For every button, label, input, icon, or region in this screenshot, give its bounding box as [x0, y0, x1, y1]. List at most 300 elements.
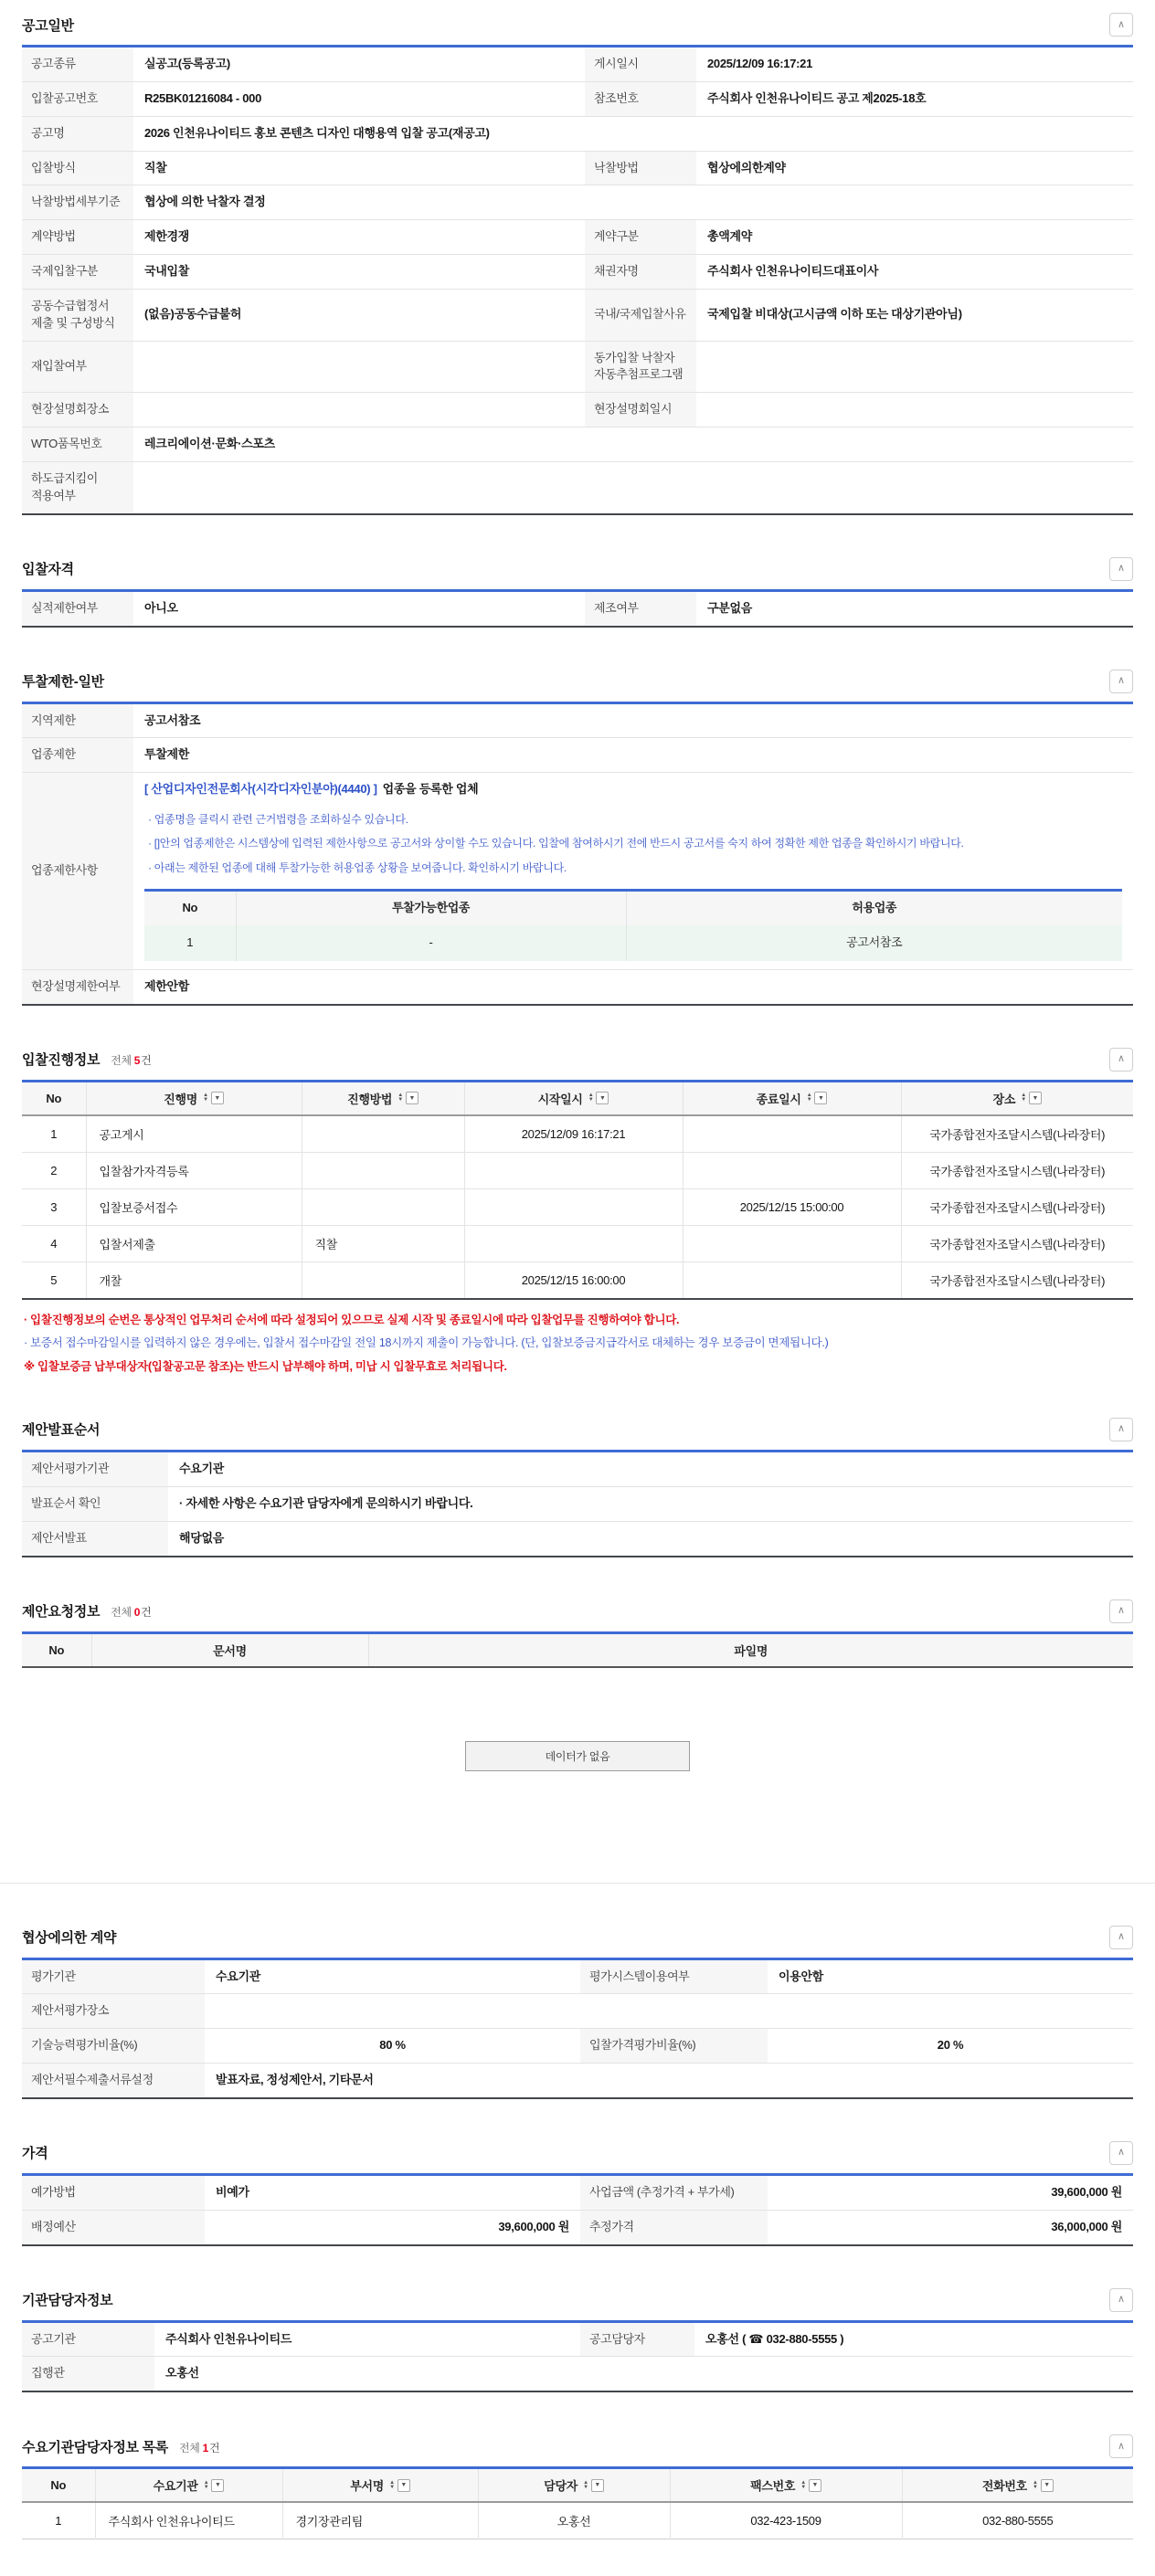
field-label: 발표순서 확인 [22, 1486, 168, 1521]
cell-step-method [302, 1152, 464, 1188]
cell-end-datetime [683, 1225, 901, 1262]
section-qualification [22, 546, 1133, 628]
cell-end-datetime: 2025/12/15 15:00:00 [683, 1188, 901, 1225]
qualification-table [22, 589, 1133, 628]
filter-dropdown-icon[interactable] [814, 1092, 827, 1104]
field-value: 레크리에이션·문화·스포츠 [133, 428, 1133, 462]
collapse-button[interactable] [1109, 1048, 1133, 1072]
field-label: 예가방법 [22, 2174, 205, 2210]
cell-department: 경기장관리팀 [282, 2502, 478, 2539]
table-row [22, 1115, 1133, 1153]
filter-dropdown-icon[interactable] [211, 1092, 224, 1104]
section-header [22, 2423, 1133, 2466]
cell-place: 국가종합전자조달시스템(나라장터) [901, 1152, 1133, 1188]
table-row [22, 289, 1133, 341]
collapse-button[interactable] [1109, 13, 1133, 37]
field-value: 직찰 [133, 151, 585, 185]
total-count: 1 [202, 2441, 208, 2455]
page-title-general: 공고일반 [22, 17, 74, 34]
table-row [22, 116, 1133, 151]
table-row [22, 2357, 1133, 2391]
dropdown-arrow-icon: ▼ [400, 2482, 408, 2489]
cell-step-name: 입찰참가자격등록 [86, 1152, 302, 1188]
field-value: 국내입찰 [133, 255, 585, 290]
field-value: 80 % [205, 2029, 580, 2064]
cell-allowed-industry: 공고서참조 [626, 925, 1122, 961]
cell-no: 1 [55, 2514, 62, 2528]
column-header: No [22, 2468, 95, 2503]
section-title-org-contact: 기관담당자정보 [22, 2293, 113, 2309]
column-label: 전화번호 [981, 2479, 1027, 2494]
collapse-button[interactable] [1109, 557, 1133, 581]
sort-asc-icon: ▲ [1021, 1093, 1026, 1099]
dropdown-arrow-icon: ▼ [215, 2482, 221, 2489]
table-row [22, 590, 1133, 626]
sort-desc-icon: ▼ [397, 1097, 403, 1103]
cell-demand-org: 주식회사 인천유나이티드 [95, 2502, 282, 2539]
page-divider [0, 1883, 1155, 1884]
filter-dropdown-icon[interactable] [1041, 2479, 1054, 2492]
cell-start-datetime: 2025/12/15 16:00:00 [464, 1262, 683, 1299]
filter-dropdown-icon[interactable] [397, 2479, 410, 2492]
sort-icon[interactable] [204, 2479, 225, 2492]
sort-icon[interactable] [800, 2479, 821, 2492]
column-header-sortable[interactable] [478, 2468, 670, 2503]
cell-step-name: 공고게시 [86, 1115, 302, 1153]
cell-place: 국가종합전자조달시스템(나라장터) [901, 1262, 1133, 1299]
column-header: No [22, 1081, 86, 1115]
field-value: 오홍선 [165, 2366, 199, 2381]
dropdown-arrow-icon: ▼ [599, 1094, 606, 1102]
industry-link-suffix: 업종을 등록한 업체 [382, 782, 479, 797]
field-label: 추정가격 [580, 2210, 768, 2244]
field-value: 수요기관 [168, 1451, 1133, 1486]
field-value: 총액계약 [696, 220, 1133, 255]
collapse-button[interactable] [1109, 1926, 1133, 1949]
sort-icon[interactable] [583, 2479, 604, 2492]
table-row [22, 341, 1133, 393]
column-label: 진행명 [164, 1092, 198, 1106]
no-data-box: 데이터가 없음 [465, 1741, 690, 1771]
field-label: 국제입찰구분 [22, 255, 133, 290]
sort-asc-icon: ▲ [397, 1093, 403, 1099]
filter-dropdown-icon[interactable] [591, 2479, 604, 2492]
table-row [22, 2064, 1133, 2098]
section-general [22, 2, 1133, 515]
total-label: 전체 [178, 2441, 200, 2455]
collapse-button[interactable] [1109, 2141, 1133, 2165]
field-value: 국제입찰 비대상(고시금액 이하 또는 대상기관아님) [696, 289, 1133, 341]
table-row [22, 151, 1133, 185]
column-label: 장소 [992, 1092, 1016, 1106]
field-label: 평가시스템이용여부 [580, 1958, 768, 1994]
empty-state [22, 1668, 1133, 1795]
section-title-presentation: 제안발표순서 [22, 1422, 101, 1439]
sort-icon[interactable] [1021, 1092, 1042, 1104]
presentation-table [22, 1450, 1133, 1557]
collapse-button[interactable] [1109, 1599, 1133, 1623]
section-title-request: 제안요청정보 [22, 1604, 101, 1621]
price-table [22, 2173, 1133, 2246]
collapse-button[interactable] [1109, 1418, 1133, 1441]
table-row [22, 1152, 1133, 1188]
total-count-badge [111, 1052, 151, 1068]
column-header-sortable[interactable] [302, 1081, 464, 1115]
cell-step-name: 입찰서제출 [86, 1225, 302, 1262]
total-unit: 건 [141, 1606, 152, 1620]
sort-desc-icon: ▼ [588, 1097, 594, 1103]
cell-no: 3 [22, 1188, 86, 1225]
table-row [22, 2174, 1133, 2210]
filter-dropdown-icon[interactable] [406, 1092, 419, 1104]
column-header: 문서명 [91, 1632, 368, 1667]
industry-guidance-bullets [148, 812, 1122, 876]
column-header-sortable[interactable] [670, 2468, 902, 2503]
cell-step-name: 개찰 [86, 1262, 302, 1299]
cell-step-method [302, 1115, 464, 1153]
table-row [22, 1451, 1133, 1486]
table-row [22, 969, 1133, 1004]
table-row [22, 393, 1133, 428]
cell-start-datetime [464, 1225, 683, 1262]
section-demand-contacts [22, 2423, 1133, 2539]
cell-no: 5 [50, 1272, 58, 1287]
cell-start-datetime [464, 1152, 683, 1188]
cell-place: 국가종합전자조달시스템(나라장터) [901, 1188, 1133, 1225]
field-value [696, 393, 1133, 428]
field-value: 발표자료, 정성제안서, 기타문서 [216, 2073, 374, 2087]
section-title-price: 가격 [22, 2146, 48, 2162]
field-label: 사업금액 (추정가격 + 부가세) [580, 2174, 768, 2210]
field-value: · 자세한 사항은 수요기관 담당자에게 문의하시기 바랍니다. [168, 1486, 1133, 1521]
cell-contact-person: 오홍선 [478, 2502, 670, 2539]
table-row [22, 2502, 1133, 2539]
field-value: 이용안함 [768, 1958, 1133, 1994]
guidance-bullet: · []안의 업종제한은 시스템상에 입력된 제한사항으로 공고서와 상이할 수도 있습니다. 입찰에 참여하시기 전에 반드시 공고서를 숙지 하여 정확한 제한 업종을 확인하시기 바랍니다. [148, 837, 964, 850]
field-label: 기술능력평가비율(%) [22, 2029, 205, 2064]
field-label: 하도급지킴이 적용여부 [22, 461, 133, 513]
section-title-negotiation: 협상에의한 계약 [22, 1930, 117, 1947]
total-count: 0 [133, 1606, 141, 1620]
field-label: 계약구분 [585, 220, 696, 255]
column-label: 부서명 [350, 2479, 385, 2494]
field-value: 투찰제한 [133, 738, 1133, 773]
sort-asc-icon: ▲ [203, 1093, 208, 1099]
column-header-sortable[interactable] [86, 1081, 302, 1115]
field-label: 집행관 [22, 2357, 154, 2391]
column-header-sortable[interactable] [901, 1081, 1133, 1115]
field-label: 공동수급협정서 제출 및 구성방식 [22, 289, 133, 341]
field-label: 제안서평가기관 [22, 1451, 168, 1486]
field-value: 20 % [768, 2029, 1133, 2064]
table-row [22, 1521, 1133, 1556]
field-label: 입찰공고번호 [22, 81, 133, 116]
table-row [22, 2029, 1133, 2064]
section-title-group [22, 2437, 219, 2456]
sort-desc-icon: ▼ [1021, 1097, 1026, 1103]
dropdown-arrow-icon: ▼ [811, 2482, 819, 2489]
table-row [22, 1225, 1133, 1262]
sort-asc-icon: ▲ [588, 1093, 594, 1099]
field-value: 39,600,000 원 [768, 2174, 1133, 2210]
cell-no: 2 [22, 1152, 86, 1188]
field-label: 낙찰방법세부기준 [22, 185, 133, 220]
field-value: 36,000,000 원 [1051, 2219, 1122, 2233]
cell-start-datetime [464, 1188, 683, 1225]
cell-no: 1 [22, 1115, 86, 1153]
table-row [22, 185, 1133, 220]
section-header [22, 2277, 1133, 2320]
sort-icon[interactable] [397, 1092, 419, 1104]
column-label: 진행방법 [347, 1092, 393, 1106]
table-row [22, 81, 1133, 116]
table-row [144, 925, 1122, 961]
total-count: 5 [133, 1054, 141, 1068]
industry-detail-cell [133, 773, 1133, 970]
field-label: 제안서평가장소 [22, 1994, 205, 2029]
sort-icon[interactable] [1033, 2479, 1054, 2492]
filter-dropdown-icon[interactable] [596, 1092, 609, 1104]
field-label: 업종제한사항 [22, 773, 133, 970]
cell-no: 1 [144, 925, 236, 961]
filter-dropdown-icon[interactable] [809, 2479, 821, 2492]
field-label: 재입찰여부 [22, 341, 133, 393]
sort-desc-icon: ▼ [1032, 2484, 1038, 2490]
field-value: 구분없음 [707, 600, 753, 615]
field-value-with-phone-icon: 오홍선 ( ☎ 032-880-5555 ) [694, 2321, 1133, 2357]
section-title-restriction: 투찰제한-일반 [22, 674, 104, 690]
column-header: No [144, 891, 236, 925]
org-contact-table [22, 2320, 1133, 2393]
chevron-up-icon: ∧ [1117, 1053, 1126, 1065]
field-label: 입찰방식 [22, 151, 133, 185]
table-row [22, 1188, 1133, 1225]
cell-end-datetime [683, 1262, 901, 1299]
table-row [22, 255, 1133, 290]
field-value [133, 341, 585, 393]
cell-fax-number: 032-423-1509 [670, 2502, 902, 2539]
cell-start-datetime: 2025/12/09 16:17:21 [464, 1115, 683, 1153]
column-label: 시작일시 [537, 1092, 583, 1106]
table-row [22, 702, 1133, 738]
field-label: 채권자명 [585, 255, 696, 290]
table-header-row [144, 891, 1122, 925]
field-label: 계약방법 [22, 220, 133, 255]
column-header-sortable[interactable] [464, 1081, 683, 1115]
sort-asc-icon: ▲ [1032, 2479, 1038, 2486]
column-header: 투찰가능한업종 [236, 891, 626, 925]
cell-step-name: 입찰보증서접수 [86, 1188, 302, 1225]
section-header [22, 659, 1133, 702]
column-header-sortable[interactable] [902, 2468, 1133, 2503]
table-row [22, 1262, 1133, 1299]
chevron-up-icon: ∧ [1117, 2147, 1126, 2159]
field-value: 실공고(등록공고) [133, 47, 585, 82]
field-label: 공고담당자 [580, 2321, 694, 2357]
field-value [696, 341, 1133, 393]
sort-icon[interactable] [389, 2479, 410, 2492]
industry-link-line [144, 781, 1122, 798]
note-red: ※ 입찰보증금 납부대상자(입찰공고문 참조)는 반드시 납부해야 하며, 미납 시 입찰무효로 처리됩니다. [24, 1360, 507, 1374]
field-label: 제안서필수제출서류설정 [22, 2064, 205, 2098]
field-value: 주식회사 인천유나이티드 [154, 2321, 580, 2357]
field-value: 제한경쟁 [133, 220, 585, 255]
field-value: 협상에의한계약 [696, 151, 1133, 185]
field-label: 배정예산 [22, 2210, 205, 2244]
collapse-button[interactable] [1109, 2434, 1133, 2458]
section-header [22, 1037, 1133, 1080]
filter-dropdown-icon[interactable] [1029, 1092, 1042, 1104]
section-request-info [22, 1589, 1133, 1795]
note-red: · 입찰진행정보의 순번은 통상적인 업무처리 순서에 따라 설정되어 있으므로 실제 시작 및 종료일시에 따라 입찰업무를 진행하여야 합니다. [24, 1313, 680, 1326]
section-header [22, 2, 1133, 45]
column-header-sortable[interactable] [95, 2468, 282, 2503]
cell-biddable-industry: - [236, 925, 626, 961]
chevron-up-icon: ∧ [1117, 563, 1126, 575]
column-label: 팩스번호 [750, 2479, 796, 2494]
sort-asc-icon: ▲ [389, 2479, 395, 2486]
total-label: 전체 [111, 1606, 132, 1620]
field-value [205, 1994, 1133, 2029]
column-header: No [22, 1632, 91, 1667]
total-unit: 건 [141, 1054, 152, 1068]
chevron-up-icon: ∧ [1117, 2440, 1126, 2452]
column-label: 종료일시 [756, 1092, 801, 1106]
allowed-industry-table [144, 889, 1122, 961]
progress-notes [24, 1312, 1133, 1376]
field-value: 아니오 [144, 600, 178, 615]
field-label: 낙찰방법 [585, 151, 696, 185]
chevron-up-icon: ∧ [1117, 675, 1126, 686]
section-title-demand-contacts: 수요기관담당자정보 목록 [22, 2439, 168, 2455]
sort-asc-icon: ▲ [583, 2479, 588, 2486]
field-label: 업종제한 [22, 738, 133, 773]
sort-icon[interactable] [203, 1092, 224, 1104]
field-value: R25BK01216084 - 000 [133, 81, 585, 116]
dropdown-arrow-icon: ▼ [1044, 2482, 1050, 2489]
section-title-group [22, 1050, 151, 1069]
section-price [22, 2130, 1133, 2246]
field-label: 참조번호 [585, 81, 696, 116]
bid-progress-table [22, 1080, 1133, 1300]
field-label: 국내/국제입찰사유 [585, 289, 696, 341]
section-negotiation [22, 1915, 1133, 2099]
table-row [22, 1958, 1133, 1994]
section-header [22, 1407, 1133, 1450]
cell-end-datetime [683, 1115, 901, 1153]
column-header-sortable[interactable] [282, 2468, 478, 2503]
total-count-badge [111, 1604, 151, 1620]
cell-phone-number: 032-880-5555 [902, 2502, 1133, 2539]
filter-dropdown-icon[interactable] [211, 2479, 224, 2492]
section-org-contact [22, 2277, 1133, 2393]
cell-no: 4 [22, 1225, 86, 1262]
sort-desc-icon: ▼ [203, 2484, 209, 2490]
section-title-progress: 입찰진행정보 [22, 1052, 101, 1069]
field-label: 공고명 [22, 116, 133, 151]
field-value: (없음)공동수급불허 [133, 289, 585, 341]
field-value: 비예가 [205, 2174, 580, 2210]
collapse-button[interactable] [1109, 2288, 1133, 2312]
chevron-up-icon: ∧ [1117, 2294, 1126, 2306]
field-label: 제안서발표 [22, 1521, 168, 1556]
sort-desc-icon: ▼ [800, 2484, 806, 2490]
dropdown-arrow-icon: ▼ [594, 2482, 601, 2489]
sort-desc-icon: ▼ [806, 1097, 812, 1103]
field-label: 현장설명제한여부 [22, 969, 133, 1004]
section-header [22, 546, 1133, 589]
dropdown-arrow-icon: ▼ [408, 1094, 416, 1102]
table-row [22, 1994, 1133, 2029]
cell-step-method [302, 1188, 464, 1225]
chevron-up-icon: ∧ [1117, 1605, 1126, 1617]
field-label: 지역제한 [22, 702, 133, 738]
cell-place: 국가종합전자조달시스템(나라장터) [901, 1115, 1133, 1153]
table-row [22, 220, 1133, 255]
section-title-qualification: 입찰자격 [22, 562, 74, 578]
field-label: 동가입찰 낙찰자 자동추첨프로그램 [585, 341, 696, 393]
section-title-group [22, 1601, 151, 1621]
table-row [22, 428, 1133, 462]
industry-code-link[interactable]: [ 산업디자인전문회사(시각디자인분야)(4440) ] [144, 782, 377, 797]
table-row [22, 1486, 1133, 1521]
sort-asc-icon: ▲ [203, 2479, 209, 2486]
sort-asc-icon: ▲ [806, 1093, 812, 1099]
collapse-button[interactable] [1109, 670, 1133, 693]
field-value: 제한안함 [144, 978, 190, 993]
chevron-up-icon: ∧ [1117, 1423, 1126, 1435]
table-row [22, 773, 1133, 970]
sort-icon[interactable] [807, 1092, 828, 1104]
table-row [22, 461, 1133, 513]
demand-contacts-table [22, 2466, 1133, 2539]
field-label: 공고기관 [22, 2321, 154, 2357]
field-value [133, 461, 1133, 513]
request-doc-table [22, 1631, 1133, 1668]
field-label: 현장설명회장소 [22, 393, 133, 428]
sort-asc-icon: ▲ [800, 2479, 806, 2486]
field-value: 주식회사 인천유나이티드 공고 제2025-18호 [696, 81, 1133, 116]
section-header [22, 1915, 1133, 1958]
guidance-bullet: · 업종명을 클릭시 관련 근거법령을 조회하실수 있습니다. [148, 813, 408, 827]
field-label: 평가기관 [22, 1958, 205, 1994]
field-value [133, 393, 585, 428]
field-label: 게시일시 [585, 47, 696, 82]
field-label: 제조여부 [585, 590, 696, 626]
table-header-row [22, 1632, 1133, 1667]
field-value: 해당없음 [179, 1530, 225, 1545]
field-value: 협상에 의한 낙찰자 결정 [133, 185, 1133, 220]
field-value: 수요기관 [205, 1958, 580, 1994]
negotiation-table [22, 1958, 1133, 2099]
dropdown-arrow-icon: ▼ [818, 1094, 824, 1102]
cell-place: 국가종합전자조달시스템(나라장터) [901, 1225, 1133, 1262]
note-blue: · 보증서 접수마감일시를 입력하지 않은 경우에는, 입찰서 접수마감일 전일 18시까지 제출이 가능합니다. (단, 입찰보증금지급각서로 대체하는 경우 보증금이 면제됩니다.) [24, 1336, 829, 1350]
total-unit: 건 [208, 2441, 220, 2455]
general-info-table [22, 45, 1133, 515]
table-row [22, 47, 1133, 82]
column-label: 수요기관 [153, 2479, 198, 2494]
field-label: 현장설명회일시 [585, 393, 696, 428]
table-header-row [22, 1081, 1133, 1115]
cell-step-method [302, 1262, 464, 1299]
column-header-sortable[interactable] [683, 1081, 901, 1115]
cell-end-datetime [683, 1152, 901, 1188]
guidance-bullet: · 아래는 제한된 업종에 대해 투찰가능한 허용업종 상황을 보여줍니다. 확인하시기 바랍니다. [148, 860, 567, 874]
section-restriction [22, 659, 1133, 1006]
sort-icon[interactable] [588, 1092, 609, 1104]
field-value: 주식회사 인천유나이티드대표이사 [696, 255, 1133, 290]
